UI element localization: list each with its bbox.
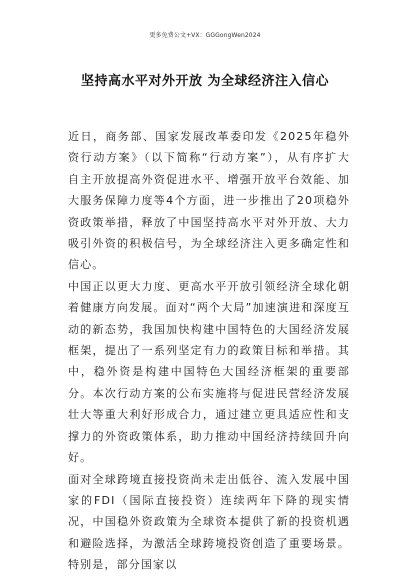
paragraph-1: 近日，商务部、国家发展改革委印发《2025年稳外资行动方案》（以下简称“行动方案”），从有序扩大自主开放提高外资促进水平、增强开放平台效能、加大服务保障力度等4个方面，进一步推出了20项稳外资政策举措，释放了中国坚持高水平对外开放、大力吸引外资的积极信号，为全球经济注入更多确定性和信心。 — [68, 130, 350, 272]
header-note: 更多免费公文+VX：GGGongWen2024 — [149, 32, 261, 39]
document-title: 坚持高水平对外开放 为全球经济注入信心 — [80, 74, 330, 89]
document-body — [68, 126, 350, 576]
paragraph-2: 中国正以更大力度、更高水平开放引领经济全球化朝着健康方向发展。面对“两个大局”加速演进和深度互动的新态势，我国加快构建中国特色的大国经济发展框架，提出了一系列坚定有力的政策目标和举措。其中，稳外资是构建中国特色大国经济框架的重要部分。本次行动方案的公布实施将与促进民营经济发展壮大等重大利好形成合力，通过建立更具适应性和支撑力的外资政策体系，助力推动中国经济持续回升向好。 — [68, 279, 350, 465]
paragraph-3: 面对全球跨境直接投资尚未走出低谷、流入发展中国家的FDI（国际直接投资）连续两年下降的现实情况，中国稳外资政策为全球资本提供了新的投资机遇和避险选择，为激活全球跨境投资创造了重要场景。特别是，部分国家以 — [68, 472, 350, 572]
